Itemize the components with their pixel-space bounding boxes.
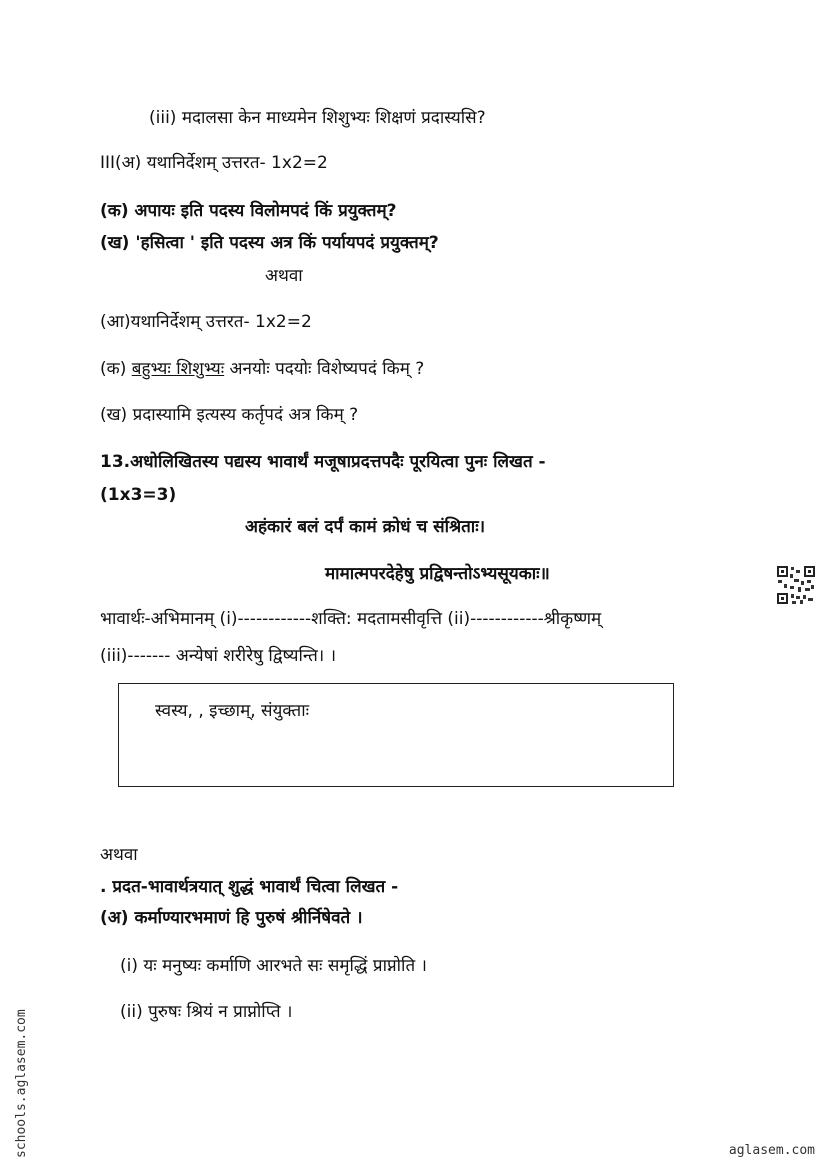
section-a-heading: III(अ) यथानिर्देशम् उत्तरत- 1x2=2 bbox=[100, 153, 328, 173]
question-aa-ka-suffix: अनयोः पदयोः विशेष्यपदं किम् ? bbox=[224, 359, 425, 379]
athava-label-1: अथवा bbox=[265, 266, 303, 286]
sub-question-a: (अ) कर्माण्यारभमाणं हि पुरुषं श्रीर्निषेवते । bbox=[100, 908, 363, 928]
verse-line-2: मामात्मपरदेहेषु प्रद्विषन्तोऽभ्यसूयकाः॥ bbox=[325, 564, 550, 584]
bhavartha-line-1: भावार्थः-अभिमानम् (i)------------शक्ति: मदतामसीवृत्ति (ii)------------श्रीकृष्णम् bbox=[100, 609, 602, 629]
word-box bbox=[118, 683, 674, 787]
section-aa-heading: (आ)यथानिर्देशम् उत्तरत- 1x2=2 bbox=[100, 312, 312, 332]
question-aa-ka bbox=[100, 357, 424, 381]
question-aa-ka-prefix: (क) bbox=[100, 359, 132, 379]
question-aa-ka-underlined: बहुभ्यः शिशुभ्यः bbox=[131, 359, 225, 379]
question-aa-kha: (ख) प्रदास्यामि इत्यस्य कर्तृपदं अत्र किम् ? bbox=[100, 405, 359, 425]
footer-watermark: aglasem.com bbox=[728, 1143, 815, 1158]
question-13-line1: 13.अधोलिखितस्य पद्यस्य भावार्थं मजूषाप्रदत्तपदैः पूरयित्वा पुनः लिखत - bbox=[100, 452, 546, 472]
question-a-kha: (ख) 'हसित्वा ' इति पदस्य अत्र किं पर्यायपदं प्रयुक्तम्? bbox=[100, 233, 439, 253]
side-watermark: schools.aglasem.com bbox=[14, 1009, 29, 1158]
question-a-ka: (क) अपायः इति पदस्य विलोमपदं किं प्रयुक्तम्? bbox=[100, 201, 397, 221]
qr-code-icon bbox=[776, 565, 816, 605]
word-box-text: स्वस्य, , इच्छाम्, संयुक्ताः bbox=[155, 701, 310, 721]
option-i: (i) यः मनुष्यः कर्माणि आरभते सः समृद्धिं प्राप्नोति । bbox=[120, 956, 427, 976]
athava-label-2: अथवा bbox=[100, 845, 138, 865]
option-ii: (ii) पुरुषः श्रियं न प्राप्नोप्ति । bbox=[120, 1002, 293, 1022]
verse-line-1: अहंकारं बलं दर्पं कामं क्रोधं च संश्रिताः। bbox=[245, 517, 486, 537]
pradatta-heading: . प्रदत-भावार्थत्रयात् शुद्धं भावार्थं चित्वा लिखत - bbox=[100, 877, 399, 897]
question-13-line2: (1x3=3) bbox=[100, 485, 177, 505]
bhavartha-line-2: (iii)------- अन्येषां शरीरेषु द्विष्यन्ति। । bbox=[100, 646, 337, 666]
question-iii: (iii) मदालसा केन माध्यमेन शिशुभ्यः शिक्षणं प्रदास्यसि? bbox=[149, 108, 486, 128]
